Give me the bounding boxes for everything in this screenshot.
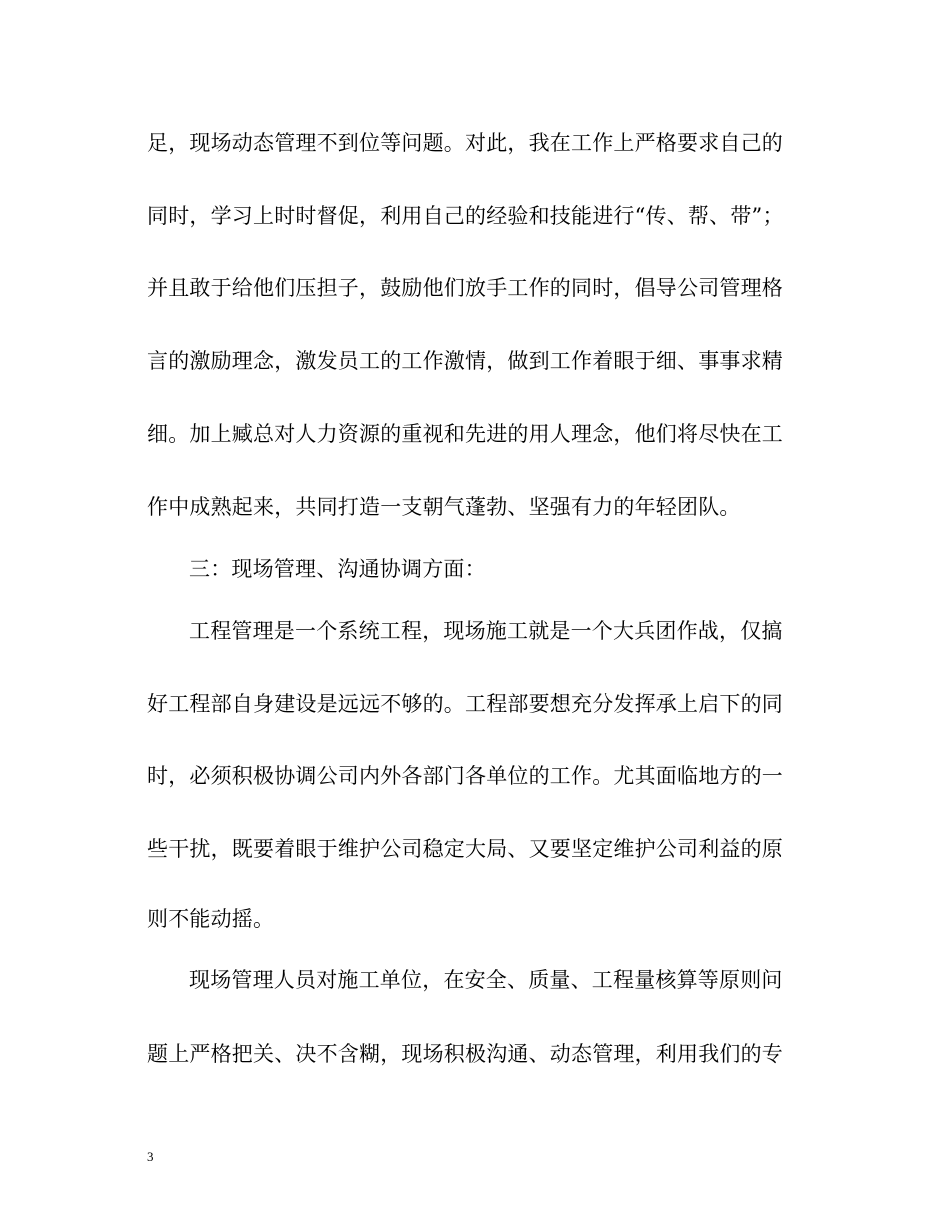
page-number: 3 bbox=[147, 1149, 154, 1164]
text-line-14: 题上严格把关、决不含糊，现场积极沟通、动态管理，利用我们的专 bbox=[147, 1042, 783, 1066]
text-line-12: 则不能动摇。 bbox=[147, 907, 275, 931]
text-line-8: 工程管理是一个系统工程，现场施工就是一个大兵团作战，仅搞 bbox=[189, 619, 783, 643]
text-line-13: 现场管理人员对施工单位，在安全、质量、工程量核算等原则问 bbox=[189, 968, 783, 992]
text-line-11: 些干扰，既要着眼于维护公司稳定大局、又要坚定维护公司利益的原 bbox=[147, 837, 783, 861]
text-line-10: 时，必须积极协调公司内外各部门各单位的工作。尤其面临地方的一 bbox=[147, 764, 783, 788]
text-line-5: 细。加上臧总对人力资源的重视和先进的用人理念，他们将尽快在工 bbox=[147, 422, 783, 446]
text-line-1: 足，现场动态管理不到位等问题。对此，我在工作上严格要求自己的 bbox=[147, 131, 783, 155]
text-line-6: 作中成熟起来，共同打造一支朝气蓬勃、坚强有力的年轻团队。 bbox=[147, 495, 741, 519]
text-line-4: 言的激励理念，激发员工的工作激情，做到工作着眼于细、事事求精 bbox=[147, 349, 783, 373]
section-heading: 三：现场管理、沟通协调方面： bbox=[189, 557, 486, 581]
text-line-9: 好工程部自身建设是远远不够的。工程部要想充分发挥承上启下的同 bbox=[147, 692, 783, 716]
text-line-2: 同时，学习上时时督促，利用自己的经验和技能进行“传、帮、带”； bbox=[147, 204, 784, 228]
text-line-3: 并且敢于给他们压担子，鼓励他们放手工作的同时，倡导公司管理格 bbox=[147, 276, 783, 300]
